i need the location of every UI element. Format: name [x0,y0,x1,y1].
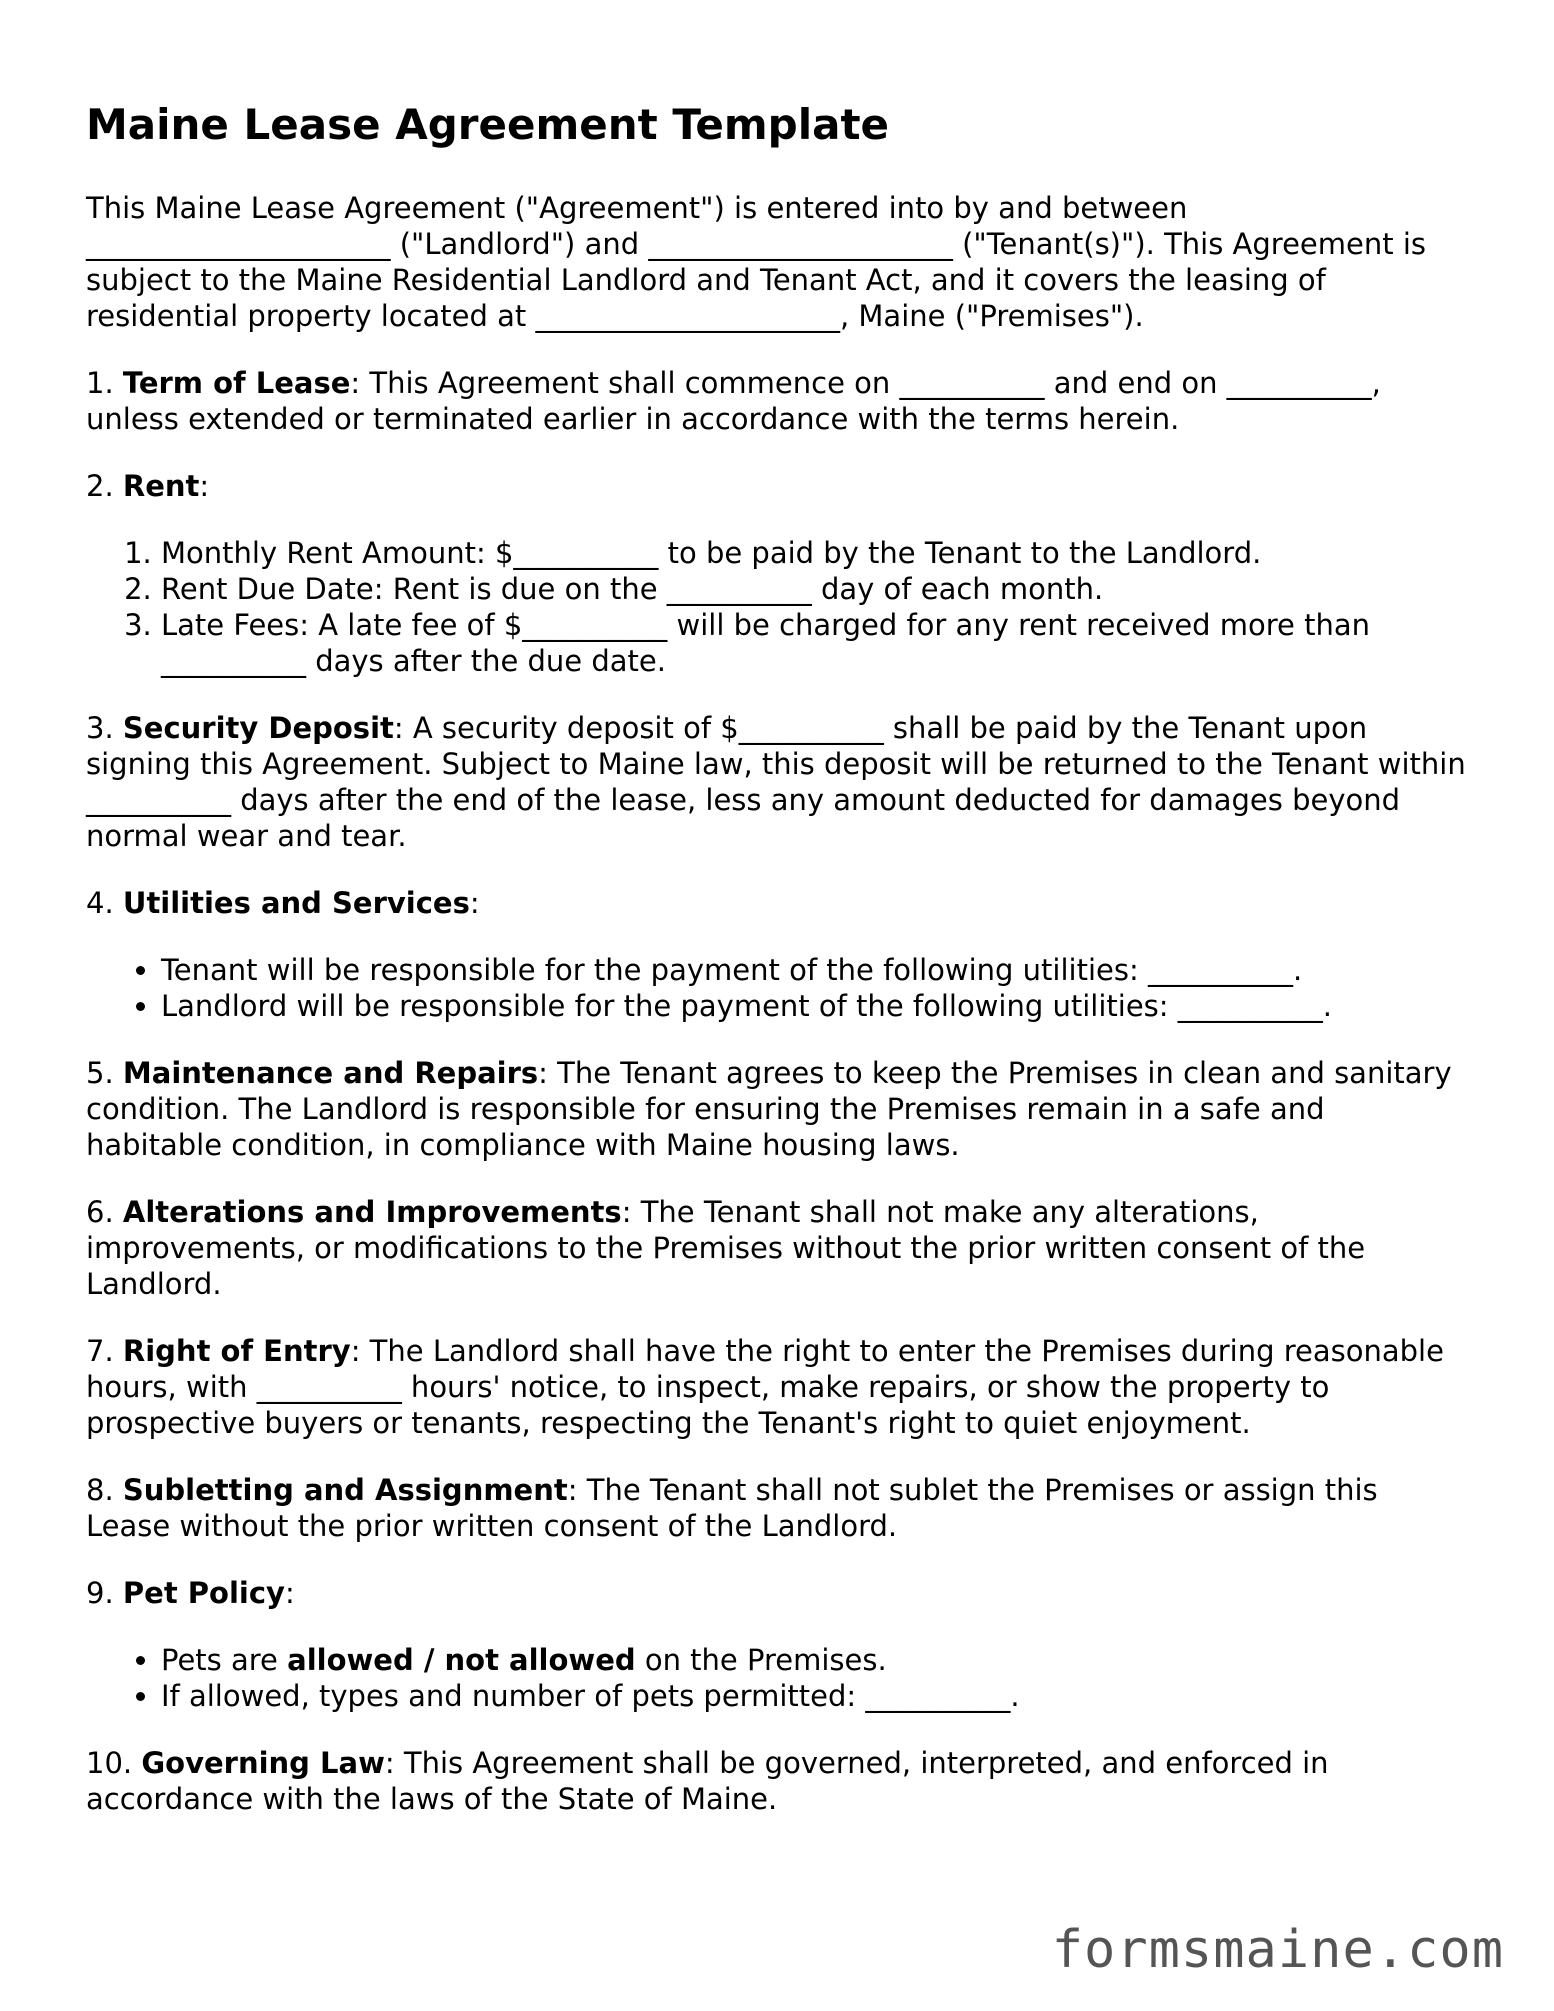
section-heading: Utilities and Services [122,886,470,921]
section-number: 5. [86,1056,114,1091]
section-text: : [469,886,480,921]
section-number: 6. [86,1195,114,1230]
section-heading: Alterations and Improvements [122,1195,622,1230]
section-alterations [86,1194,1468,1302]
section-text: : [199,469,210,504]
pet-policy-list [86,1642,1468,1714]
pets-pre: Pets are [161,1643,288,1678]
section-number: 10. [86,1746,133,1781]
section-text: : The Tenant shall not sublet the Premises or assign this Lease without the prior written consent of the Landlord. [86,1473,1378,1544]
section-heading: Right of Entry [122,1334,351,1369]
section-maintenance [86,1055,1468,1163]
section-subletting [86,1472,1468,1544]
list-item: • Landlord will be responsible for the payment of the following utilities: __________. [161,988,1468,1024]
section-heading: Term of Lease [122,366,351,401]
section-heading: Subletting and Assignment [122,1473,568,1508]
pets-allowed-choice: allowed / not allowed [287,1643,636,1678]
section-text: : This Agreement shall commence on __________ and end on __________, unless extended or terminated earlier in accordance with the terms herein. [86,366,1381,437]
section-heading: Security Deposit [122,711,394,746]
page-title: Maine Lease Agreement Template [86,100,890,149]
section-heading: Rent [122,469,200,504]
rent-list [86,535,1468,679]
site-watermark: formsmaine.com [1051,1920,1504,1980]
section-security-deposit [86,710,1468,854]
list-item: 1. Monthly Rent Amount: $__________ to be paid by the Tenant to the Landlord. [161,535,1468,571]
utilities-list [86,952,1468,1024]
section-text: : The Tenant agrees to keep the Premises in clean and sanitary condition. The Landlord is responsible for ensuring the Premises remain in a safe and habitable condition, in compliance with Maine housing laws. [86,1056,1452,1163]
section-right-of-entry [86,1333,1468,1441]
section-number: 2. [86,469,114,504]
section-number: 3. [86,711,114,746]
intro-paragraph: This Maine Lease Agreement ("Agreement") is entered into by and between _____________________ ("Landlord") and _____________________ ("Tenant(s)"). This Agreement is subject to the Maine Residential Landlord and Tenant Act, and it covers the leasing of residential property located at _____________________, Maine ("Premises"). [86,191,1427,334]
section-text: : The Landlord shall have the right to enter the Premises during reasonable hours, with __________ hours' notice, to inspect, make repairs, or show the property to prospective buyers or tenants, respecting the Tenant's right to quiet enjoyment. [86,1334,1444,1441]
list-item [161,1642,1468,1678]
section-heading: Governing Law [141,1746,385,1781]
list-item: • If allowed, types and number of pets permitted: __________. [161,1678,1468,1714]
section-number: 9. [86,1576,114,1611]
section-number: 8. [86,1473,114,1508]
section-number: 7. [86,1334,114,1369]
section-text: : This Agreement shall be governed, interpreted, and enforced in accordance with the laws of the State of Maine. [86,1746,1329,1817]
list-item: • Tenant will be responsible for the payment of the following utilities: __________. [161,952,1468,988]
pets-post: on the Premises. [635,1643,887,1678]
section-text: : A security deposit of $__________ shall be paid by the Tenant upon signing this Agreement. Subject to Maine law, this deposit will be returned to the Tenant within __________ days after the end of the lease, less any amount deducted for damages beyond normal wear and tear. [86,711,1466,854]
section-heading: Maintenance and Repairs [122,1056,539,1091]
section-rent [86,468,1468,504]
section-term-of-lease [86,365,1468,437]
section-governing-law [86,1745,1468,1817]
list-item: 2. Rent Due Date: Rent is due on the __________ day of each month. [161,571,1468,607]
section-pet-policy [86,1575,1468,1611]
section-heading: Pet Policy [122,1576,285,1611]
document-page [86,100,1468,1848]
list-item: 3. Late Fees: A late fee of $__________ will be charged for any rent received more than __________ days after the due date. [161,607,1468,679]
section-utilities [86,885,1468,921]
section-number: 1. [86,366,114,401]
section-text: : The Tenant shall not make any alterations, improvements, or modifications to the Premises without the prior written consent of the Landlord. [86,1195,1366,1302]
section-number: 4. [86,886,114,921]
section-text: : [284,1576,295,1611]
